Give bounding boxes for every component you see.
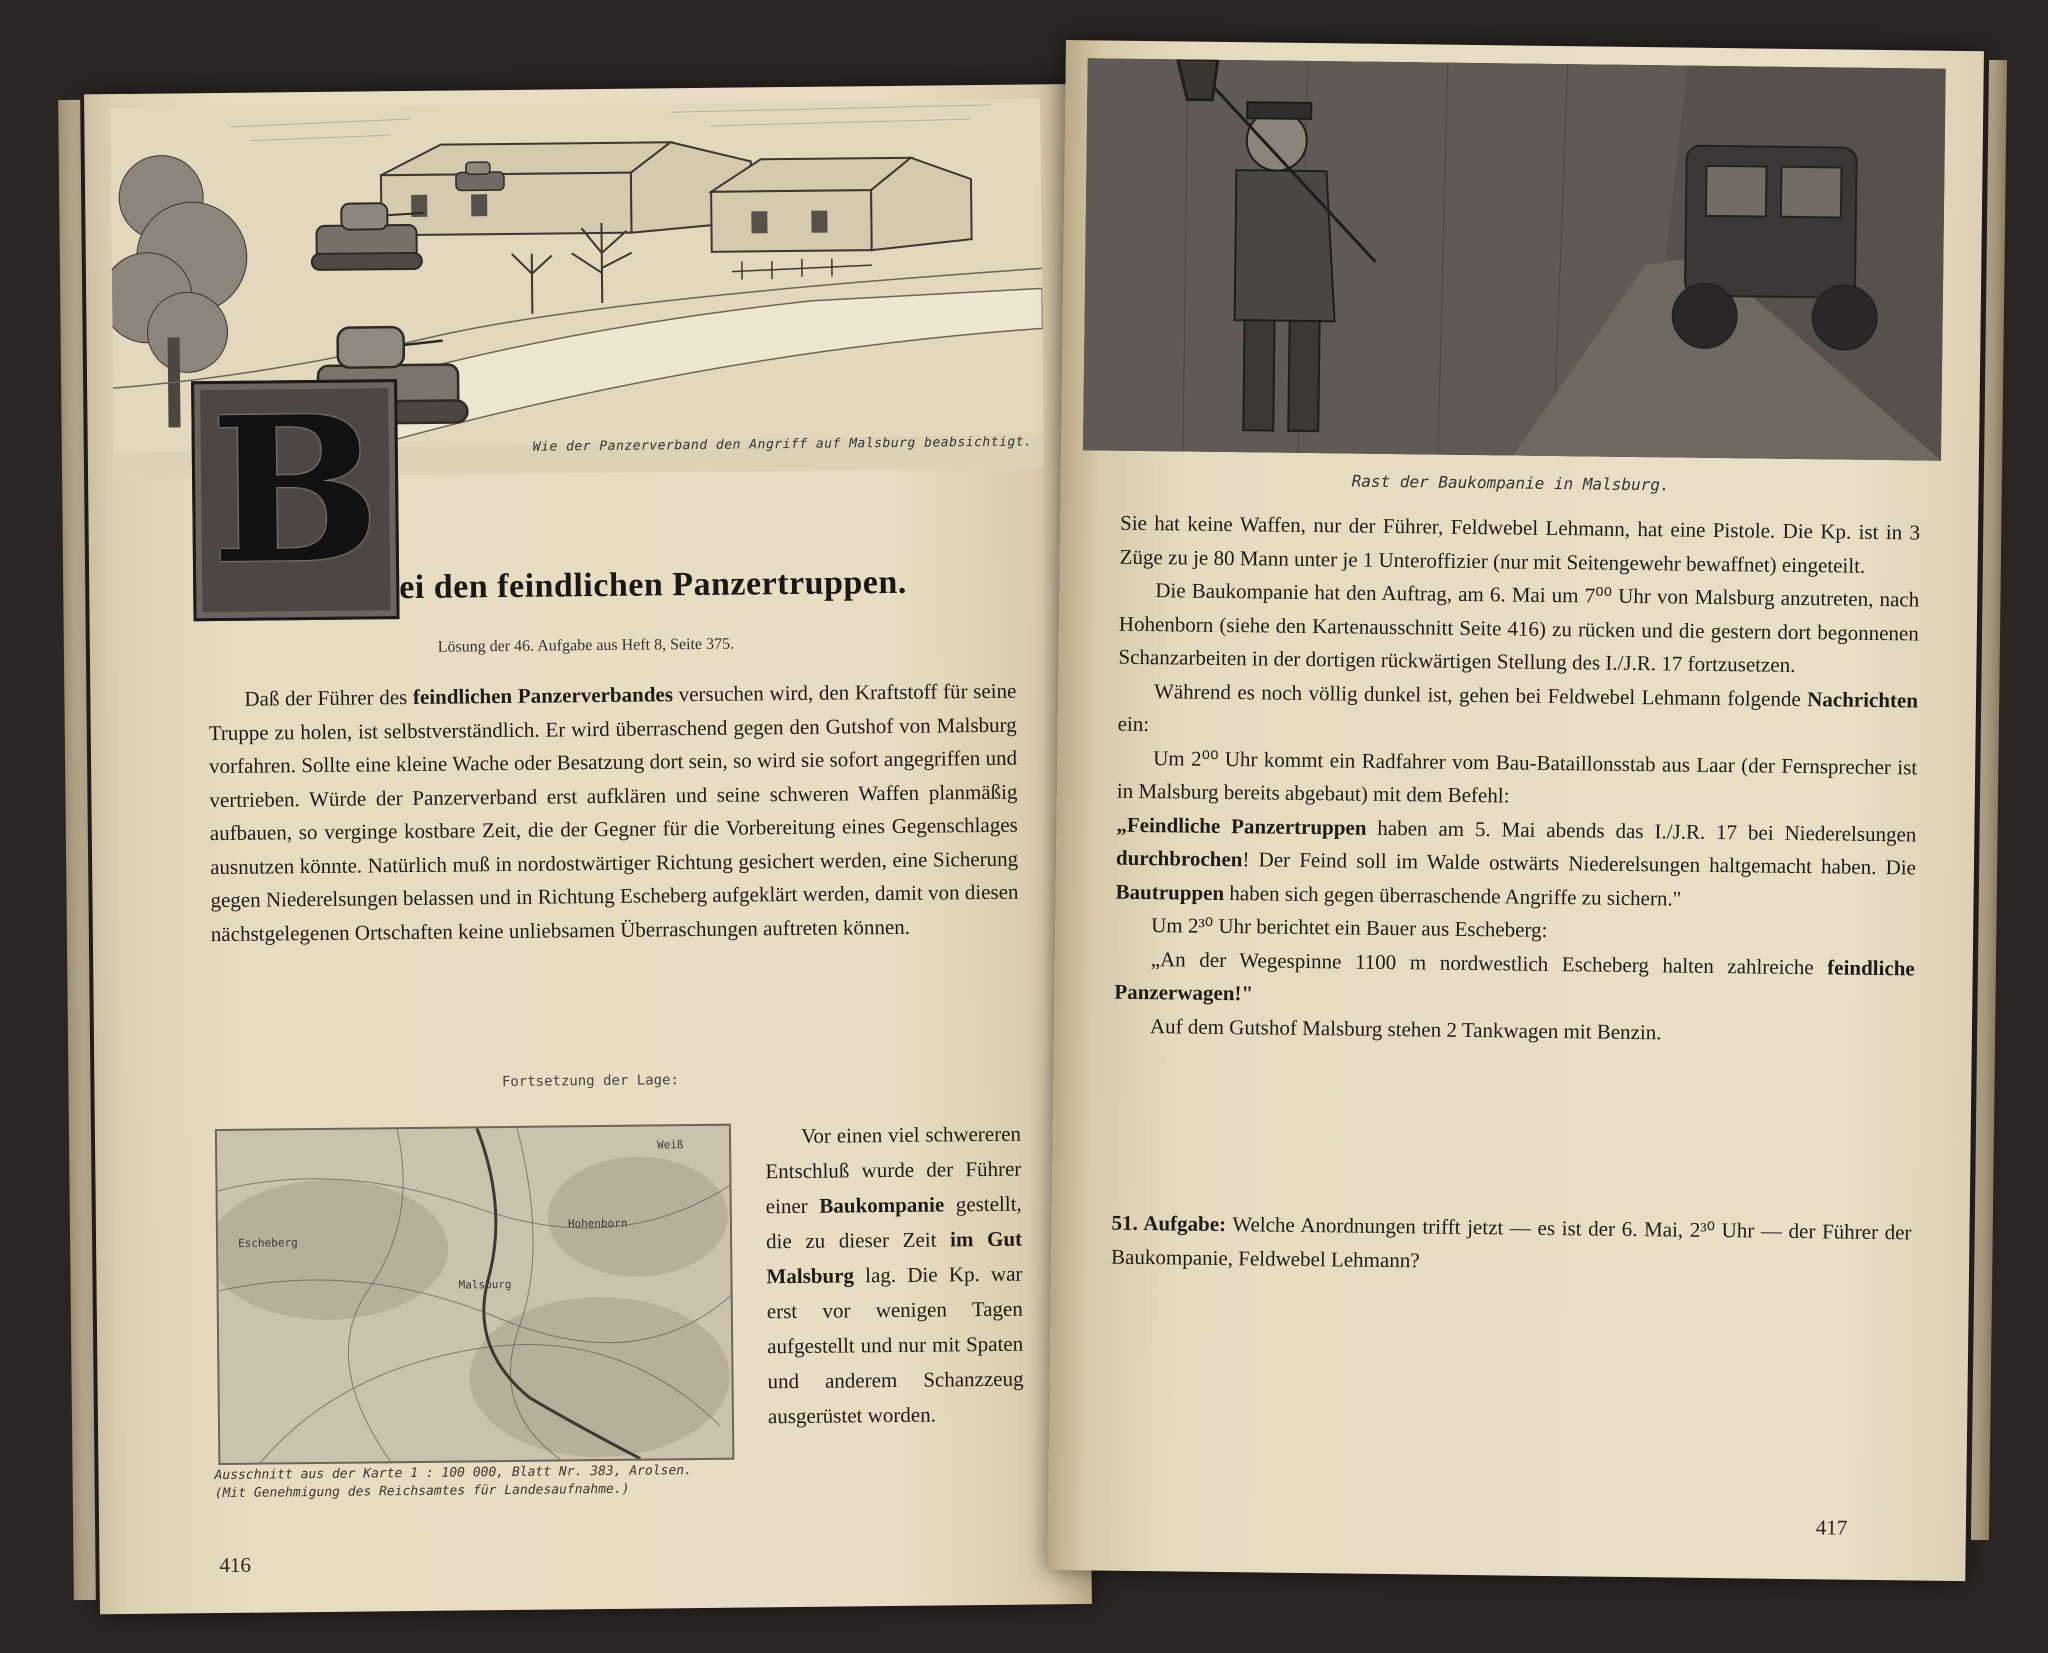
decorated-initial <box>191 372 400 621</box>
para-text: lag. Die Kp. war erst vor wenigen Tagen aufgestellt und nur mit Spaten und anderem Schanzzeug ausgerüstet worden. <box>766 1261 1024 1429</box>
task-text: Welche Anordnungen trifft jetzt — es ist der 6. Mai, 2³⁰ Uhr — der Führer der Baukompanie, Feldwebel Lehmann? <box>1110 1212 1912 1272</box>
paragraph <box>1117 674 1918 751</box>
map-caption-line: Ausschnitt aus der Karte 1 : 100 000, Blatt Nr. 383, Arolsen. <box>214 1463 693 1484</box>
para-bold: feindlichen Panzerverbandes <box>412 682 674 709</box>
para-bold: durchbrochen <box>1115 845 1243 872</box>
para-text: ! Der Feind soll im Walde ostwärts Niederelsungen haltgemacht haben. Die <box>1242 847 1917 880</box>
para-text: haben am 5. Mai abends das I./J.R. 17 bei Niederelsungen <box>1366 815 1917 846</box>
task-label: 51. Aufgabe: <box>1111 1210 1227 1237</box>
chapter-title: ei den feindlichen Panzertruppen. <box>399 563 908 607</box>
right-illustration-caption: Rast der Baukompanie in Malsburg. <box>1351 471 1670 495</box>
para-bold: „Feindliche Panzertruppen <box>1116 812 1367 840</box>
top-illustration-caption: Wie der Panzerverband den Angriff auf Malsburg beabsichtigt. <box>532 434 1033 455</box>
left-page <box>84 84 1092 1614</box>
para-bold: Bautruppen <box>1115 879 1225 905</box>
para-bold: Nachrichten <box>1807 686 1919 712</box>
para-bold: Baukompanie <box>819 1192 945 1218</box>
para-text: Vor einen viel schwereren Entschluß wurde der Führer einer <box>765 1121 1022 1219</box>
paragraph: Um 2³⁰ Uhr berichtet ein Bauer aus Escheberg: <box>1151 913 1548 942</box>
para-text: Während es noch völlig dunkel ist, gehen bei Feldwebel Lehmann folgende <box>1153 678 1808 711</box>
map-caption-line: (Mit Genehmigung des Reichsamtes für Landesaufnahme.) <box>214 1481 630 1502</box>
map-excerpt <box>215 1124 734 1465</box>
page-number: 417 <box>1815 1515 1848 1540</box>
paragraph <box>1114 942 1915 1019</box>
paragraph: Auf dem Gutshof Malsburg stehen 2 Tankwagen mit Benzin. <box>1149 1013 1662 1044</box>
situation-heading: Fortsetzung der Lage: <box>501 1072 679 1091</box>
map-label: Malsburg <box>458 1277 512 1292</box>
soldier-night-illustration <box>1083 58 1946 460</box>
paragraph: Um 2⁰⁰ Uhr kommt ein Radfahrer vom Bau-Bataillonsstab aus Laar (der Fernsprecher ist in Malsburg bereits abgebaut) mit dem Befehl: <box>1116 745 1918 808</box>
task-question <box>1111 1207 1912 1284</box>
map-label: Escheberg <box>238 1236 298 1250</box>
para-bold: feindliche Panzerwagen!" <box>1114 954 1915 1006</box>
para-text: ein: <box>1117 711 1150 737</box>
map-label: Hohenborn <box>567 1216 628 1231</box>
para-text: versuchen wird, den Kraftstoff für seine Truppe zu holen, ist selbstverständlich. Er wird überraschend gegen den Gutshof von Malsburg vorfahren. Sollte eine kleine Wache oder Besatzung dort sein, so wird sie sofort angegriffen und vertrieben. Würde der Panzerverband erst aufklären und seine schweren Waffen planmäßig aufbauen, so verginge kostbare Zeit, die der Gegner für die Vorbereitung eines Gegenschlages ausnutzen könnte. Natürlich muß in nordostwärtiger Richtung gesichert werden, eine Sicherung gegen Niederelsungen belassen und in Richtung Escheberg aufgeklärt werden, damit von diesen nächstgelegenen Ortschaften keine unliebsamen Überraschungen auftreten können. <box>208 678 1019 946</box>
paragraph <box>1115 808 1916 918</box>
paragraph <box>1111 1207 1912 1284</box>
chapter-subtitle: Lösung der 46. Aufgabe aus Heft 8, Seite 375. <box>437 635 735 656</box>
solution-paragraph <box>208 675 1019 951</box>
right-page <box>1047 40 1984 1581</box>
para-text: „An der Wegespinne 1100 m nordwestlich Escheberg halten zahlreiche <box>1150 946 1828 979</box>
map-image <box>217 1126 732 1463</box>
para-text: Daß der Führer des <box>244 684 414 711</box>
map-caption <box>214 1461 754 1503</box>
narrow-paragraph <box>765 1117 1024 1435</box>
map-label: Weiß <box>657 1138 684 1152</box>
para-bold: im Gut Malsburg <box>766 1226 1023 1289</box>
initial-letter: B <box>209 372 381 610</box>
paragraph: Die Baukompanie hat den Auftrag, am 6. Mai um 7⁰⁰ Uhr von Malsburg anzutreten, nach Hohenborn (siehe den Kartenausschnitt Seite 416) zu rücken und die gestern dort begonnenen Schanzarbeiten in der dortigen rückwärtigen Stellung des I./J.R. 17 fortzusetzen. <box>1118 578 1920 677</box>
paragraph: Sie hat keine Waffen, nur der Führer, Feldwebel Lehmann, hat eine Pistole. Die Kp. ist in 3 Züge zu je 80 Mann unter je 1 Unteroffizier (nur mit Seitengewehr bewaffnet) eingeteilt. <box>1119 510 1921 578</box>
page-number: 416 <box>219 1552 252 1578</box>
situation-text <box>1114 507 1920 1053</box>
para-text: gestellt, die zu dieser Zeit <box>765 1191 1022 1254</box>
para-text: haben sich gegen überraschende Angriffe zu sichern." <box>1223 880 1682 911</box>
